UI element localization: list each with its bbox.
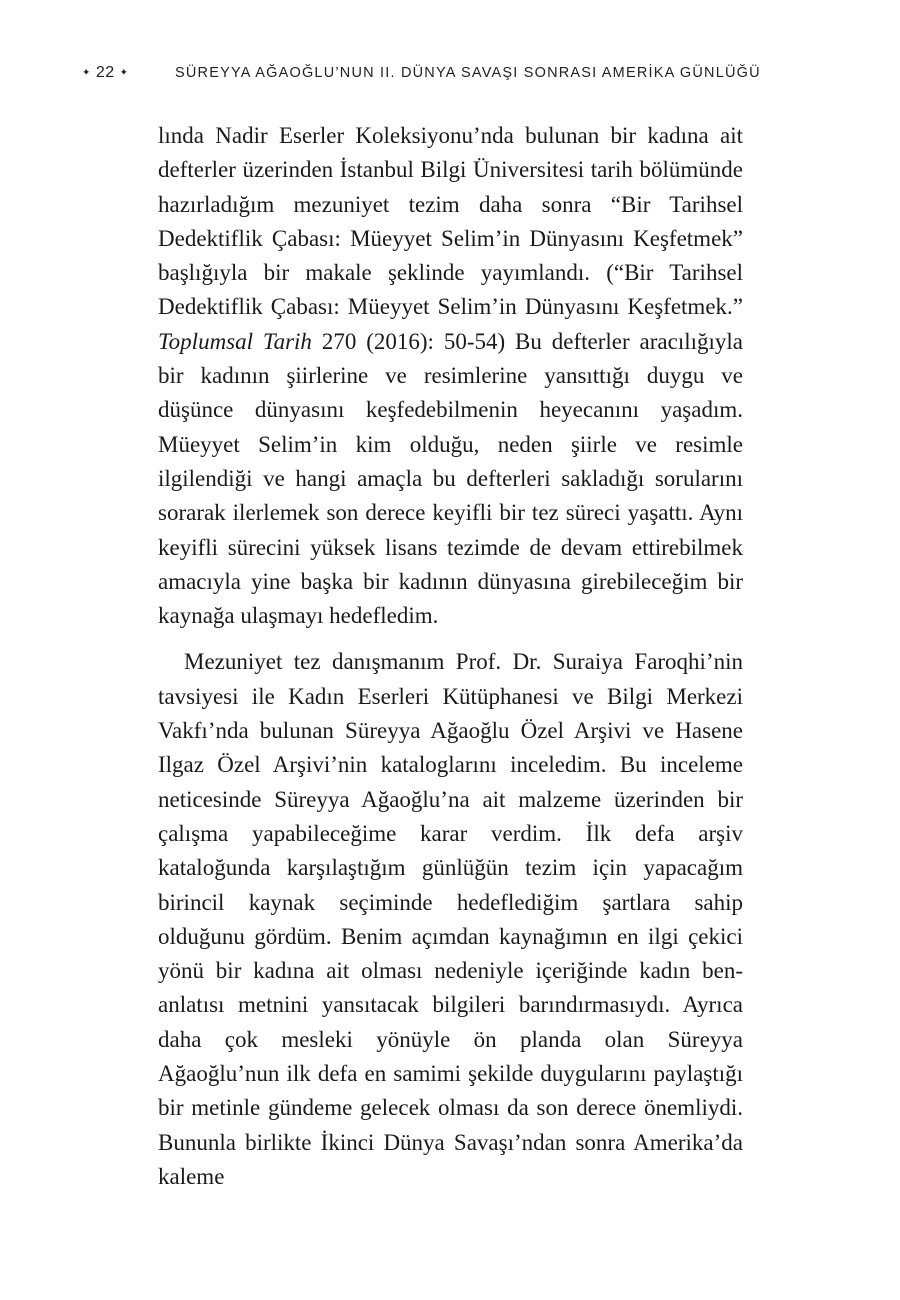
body-text [158, 119, 743, 1194]
journal-title: Toplumsal Tarih [158, 328, 312, 354]
running-title: SÜREYYA AĞAOĞLU’NUN II. DÜNYA SAVAŞI SONRASI AMERİKA GÜNLÜĞÜ [175, 65, 761, 81]
paragraph-1-part-2: 270 (2016): 50-54) Bu defterler aracılığıyla bir kadının şiirlerine ve resimlerine yansıttığı duygu ve düşünce dünyasını keşfedebilmenin heyecanını yaşadım. Müeyyet Selim’in kim olduğu, neden şiirle ve resimle ilgilendiği ve hangi amaçla bu defterleri sakladığı sorularını sorarak ilerlemek son derece keyifli bir tez süreci yaşattı. Aynı keyifli sürecini yüksek lisans tezimde de devam ettirebilmek amacıyla yine başka bir kadının dünyasına girebileceğim bir kaynağa ulaşmayı hedefledim. [158, 328, 743, 629]
paragraph-2: Mezuniyet tez danışmanım Prof. Dr. Suraiya Faroqhi’nin tavsiyesi ile Kadın Eserleri Kütüphanesi ve Bilgi Merkezi Vakfı’nda bulunan Süreyya Ağaoğlu Özel Arşivi ve Hasene Ilgaz Özel Arşivi’nin kataloglarını inceledim. Bu inceleme neticesinde Süreyya Ağaoğlu’na ait malzeme üzerinden bir çalışma yapabileceğime karar verdim. İlk defa arşiv kataloğunda karşılaştığım günlüğün tezim için yapacağım birincil kaynak seçiminde hedeflediğim şartlara sahip olduğunu gördüm. Benim açımdan kaynağımın en ilgi çekici yönü bir kadına ait olması nedeniyle içeriğinde kadın ben-anlatısı metnini yansıtacak bilgileri barındırmasıydı. Ayrıca daha çok mesleki yönüyle ön planda olan Süreyya Ağaoğlu’nun ilk defa en samimi şekilde duygularını paylaştığı bir metinle gündeme gelecek olması da son derece önemliydi. Bununla birlikte İkinci Dünya Savaşı’ndan sonra Amerika’da kaleme [158, 649, 743, 1189]
ornament-right-icon: ✦ [119, 67, 129, 79]
ornament-left-icon: ✦ [82, 67, 91, 79]
paragraph-1-part-1: lında Nadir Eserler Koleksiyonu’nda bulunan bir kadına ait defterler üzerinden İstanbul Bilgi Üniversitesi tarih bölümünde hazırladığım mezuniyet tezim daha sonra “Bir Tarihsel Dedektiflik Çabası: Müeyyet Selim’in Dünyasını Keşfetmek” başlığıyla bir makale şeklinde yayımlandı. (“Bir Tarihsel Dedektiflik Çabası: Müeyyet Selim’in Dünyasını Keşfetmek.” [158, 123, 743, 320]
paragraph-1 [158, 119, 743, 633]
page-number [82, 64, 128, 82]
page-number-value: 22 [95, 64, 115, 81]
running-header [0, 64, 900, 88]
